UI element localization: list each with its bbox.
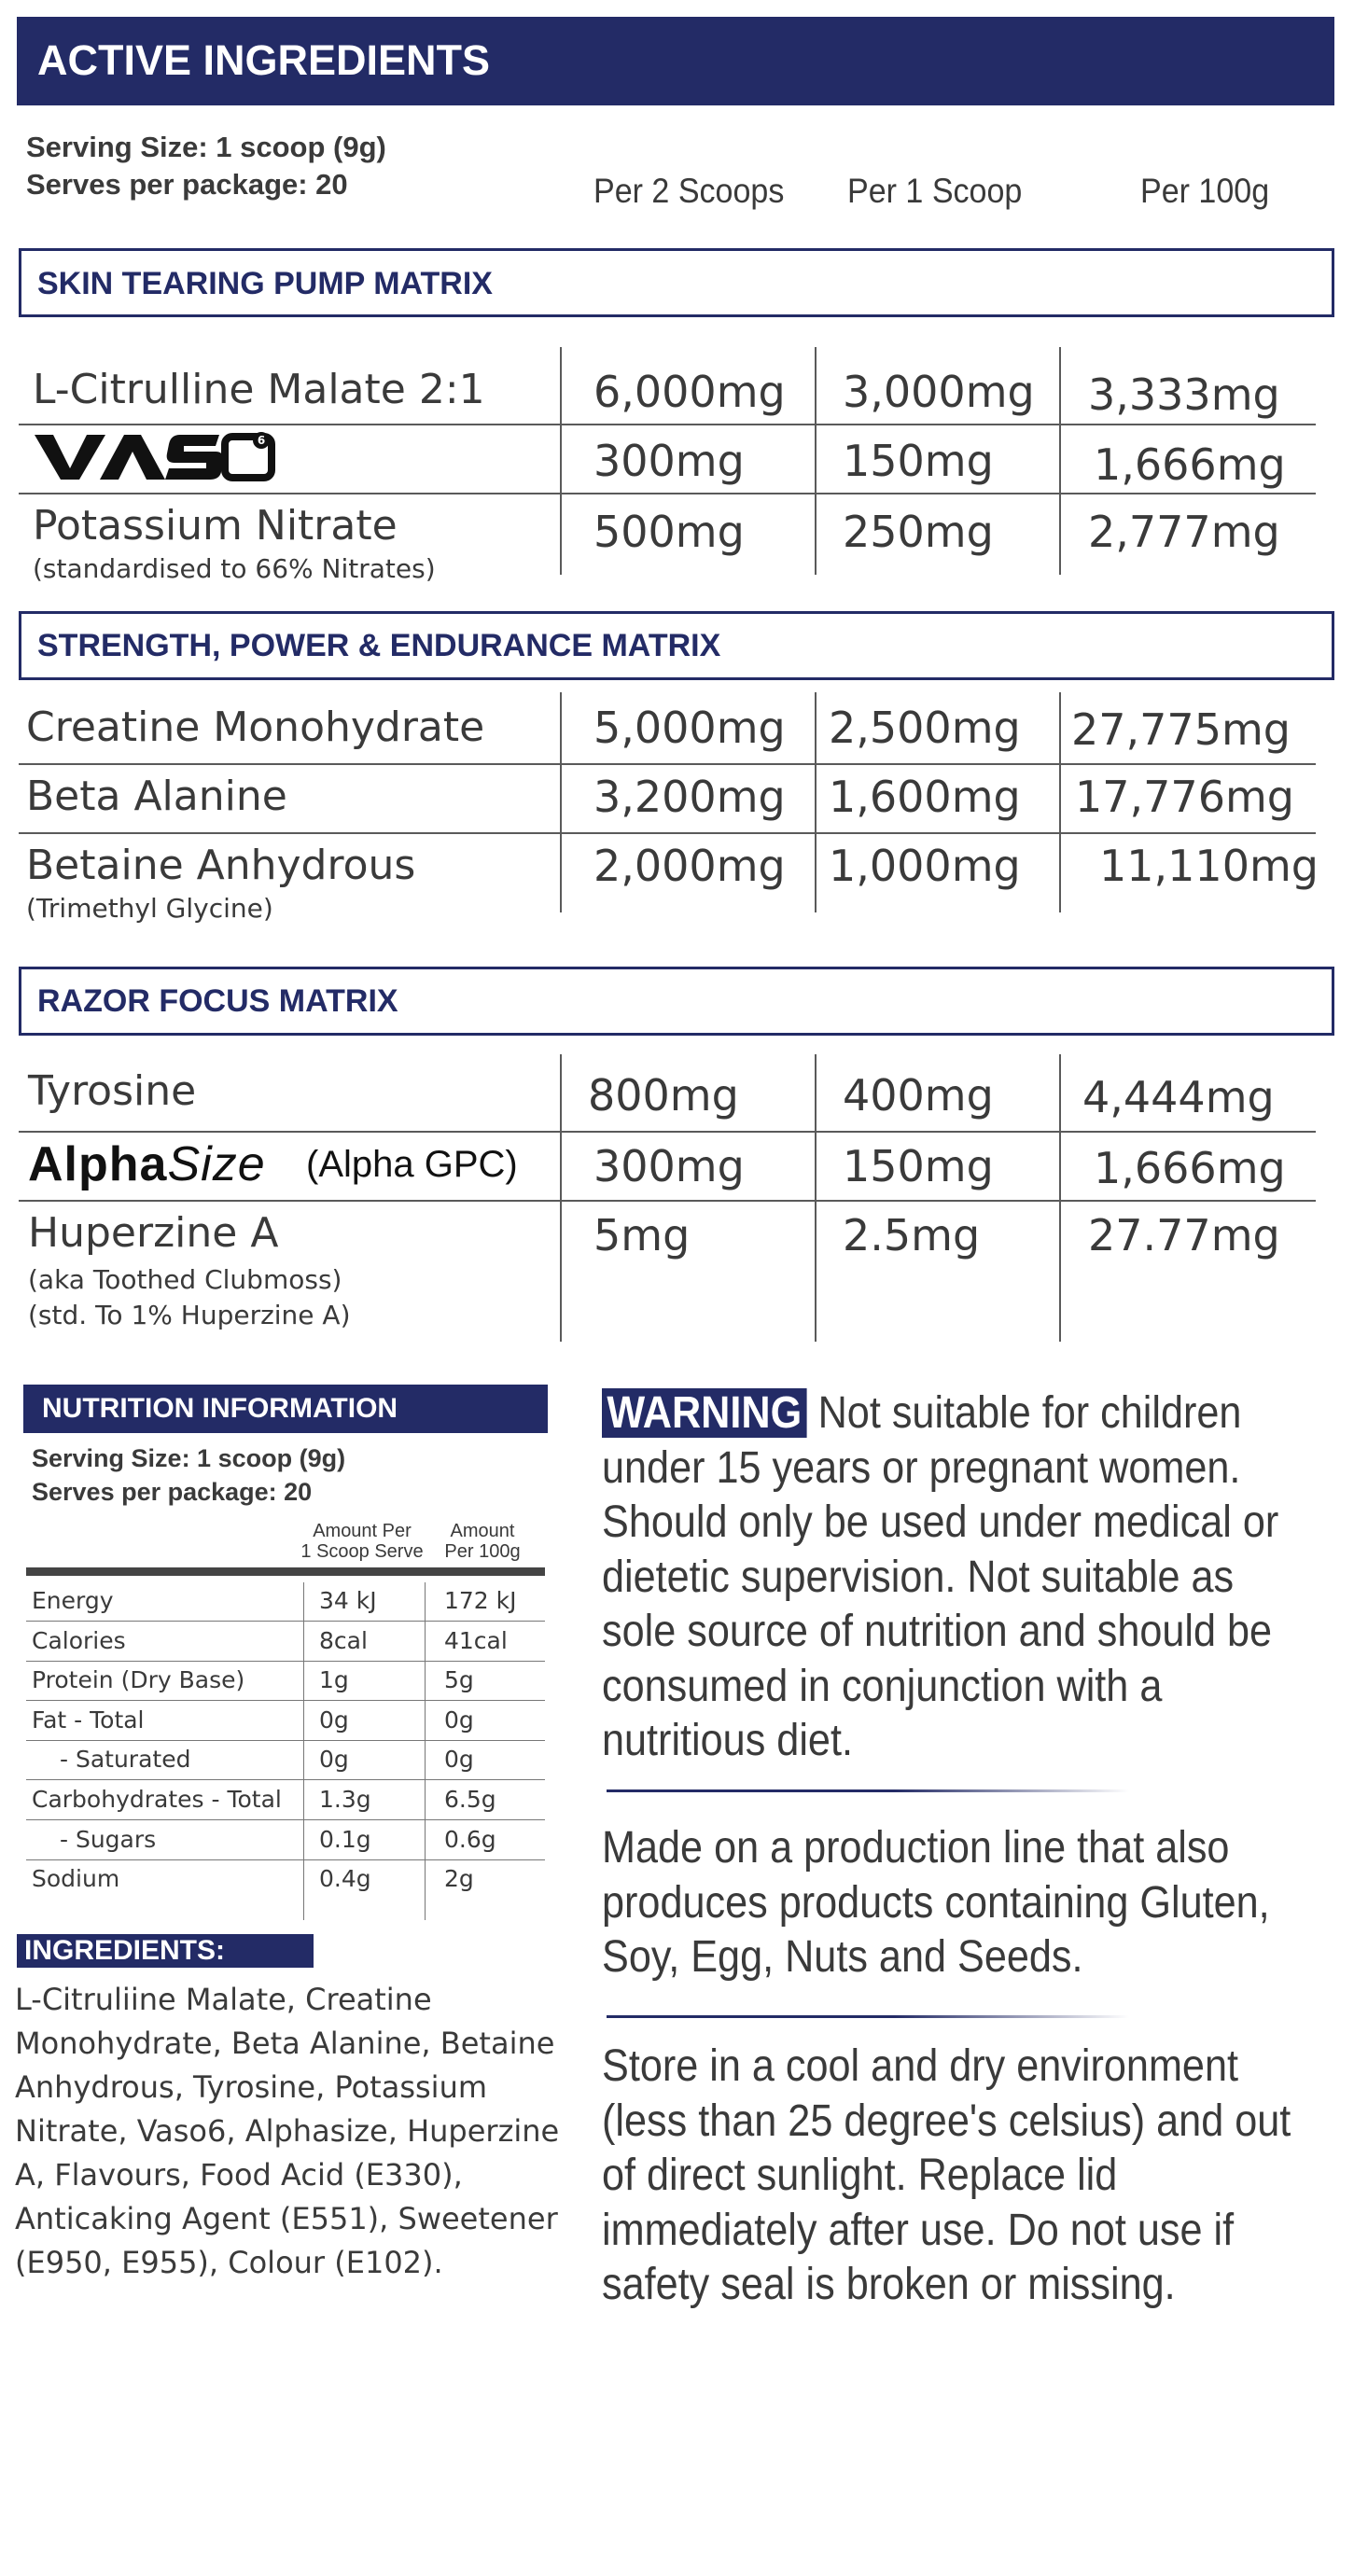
column-divider	[815, 347, 817, 575]
column-divider	[1059, 1054, 1061, 1342]
serving-size: Serving Size: 1 scoop (9g)	[26, 131, 386, 163]
nutrition-row-per-100g: 5g	[444, 1666, 474, 1694]
page-title: ACTIVE INGREDIENTS	[37, 36, 491, 84]
value-100g: 11,110mg	[1099, 841, 1319, 891]
value-1-scoop: 150mg	[843, 436, 994, 486]
value-1-scoop: 1,600mg	[829, 772, 1021, 822]
row-divider	[19, 1131, 1316, 1133]
value-2-scoops: 3,200mg	[593, 772, 786, 822]
nutrition-row-per-100g: 0.6g	[444, 1825, 496, 1853]
row-divider	[19, 763, 1316, 765]
storage-line: Store in a cool and dry environment	[602, 2041, 1238, 2091]
row-divider	[19, 424, 1316, 425]
nutrition-row-divider	[26, 1779, 545, 1780]
value-1-scoop: 250mg	[843, 507, 994, 557]
column-header-2-scoops: Per 2 Scoops	[593, 172, 785, 210]
allergen-line: Made on a production line that also	[602, 1823, 1230, 1873]
row-divider	[19, 832, 1316, 834]
value-1-scoop: 3,000mg	[843, 367, 1035, 417]
storage-line: of direct sunlight. Replace lid	[602, 2151, 1118, 2200]
nutrition-col-header-per-serve: Amount Per 1 Scoop Serve	[300, 1521, 424, 1562]
nutrition-row-per-serve: 0g	[319, 1706, 349, 1734]
value-100g: 1,666mg	[1094, 439, 1286, 490]
nutrition-row-divider	[26, 1819, 545, 1820]
nutrition-row-label: Energy	[32, 1587, 114, 1614]
value-2-scoops: 5,000mg	[593, 703, 786, 753]
nutrition-row-per-100g: 2g	[444, 1865, 474, 1893]
warning-line: dietetic supervision. Not suitable as	[602, 1552, 1235, 1602]
column-divider	[1059, 347, 1061, 575]
value-100g: 3,333mg	[1088, 369, 1280, 420]
nutrition-title: NUTRITION INFORMATION	[42, 1393, 398, 1424]
nutrition-row-per-serve: 0.1g	[319, 1825, 371, 1853]
value-100g: 2,777mg	[1088, 507, 1280, 557]
value-100g: 27.77mg	[1088, 1210, 1280, 1260]
storage-block	[602, 2040, 1339, 2313]
nutrition-row-label: Fat - Total	[32, 1706, 145, 1734]
nutrition-row-per-serve: 1.3g	[319, 1786, 371, 1813]
ingredient-note: (Trimethyl Glycine)	[26, 893, 273, 924]
nutrition-row-label: - Saturated	[60, 1746, 191, 1774]
ingredient-name: Huperzine A	[28, 1209, 279, 1257]
nutrition-row-per-100g: 0g	[444, 1706, 474, 1734]
column-divider	[560, 1054, 562, 1342]
nutrition-thick-rule	[26, 1567, 545, 1576]
column-divider	[815, 692, 817, 912]
matrix-title-strength: STRENGTH, POWER & ENDURANCE MATRIX	[37, 628, 721, 663]
ingredient-note: (std. To 1% Huperzine A)	[28, 1300, 351, 1330]
warning-badge: WARNING	[602, 1388, 807, 1438]
value-100g: 4,444mg	[1082, 1072, 1275, 1122]
row-divider	[19, 1200, 1316, 1202]
value-2-scoops: 500mg	[593, 507, 745, 557]
value-1-scoop: 400mg	[843, 1070, 994, 1121]
column-divider	[560, 347, 562, 575]
section-separator	[607, 2015, 1129, 2018]
ingredient-name: L-Citrulline Malate 2:1	[33, 366, 485, 413]
nutrition-row-per-100g: 0g	[444, 1746, 474, 1774]
value-2-scoops: 6,000mg	[593, 367, 786, 417]
section-separator	[607, 1789, 1129, 1792]
ingredient-name: Potassium Nitrate	[33, 502, 398, 550]
value-2-scoops: 300mg	[593, 436, 745, 486]
nutrition-serving-size: Serving Size: 1 scoop (9g)	[32, 1444, 346, 1472]
storage-line: (less than 25 degree's celsius) and out	[602, 2096, 1291, 2146]
nutrition-row-label: Sodium	[32, 1865, 120, 1893]
nutrition-row-divider	[26, 1859, 545, 1860]
column-divider	[815, 1054, 817, 1342]
value-1-scoop: 150mg	[843, 1141, 994, 1191]
value-2-scoops: 800mg	[588, 1070, 739, 1121]
nutrition-serves-per-package: Serves per package: 20	[32, 1478, 313, 1506]
ingredient-name: Tyrosine	[28, 1067, 197, 1115]
ingredients-title: INGREDIENTS:	[24, 1935, 226, 1966]
nutrition-row-per-serve: 1g	[319, 1666, 349, 1694]
warning-line: under 15 years or pregnant women.	[602, 1442, 1241, 1493]
nutrition-row-per-100g: 172 kJ	[444, 1587, 517, 1614]
column-divider	[560, 692, 562, 912]
value-100g: 1,666mg	[1094, 1143, 1286, 1193]
nutrition-row-divider	[26, 1700, 545, 1701]
storage-line: safety seal is broken or missing.	[602, 2260, 1176, 2309]
nutrition-row-per-100g: 6.5g	[444, 1786, 496, 1813]
value-1-scoop: 2,500mg	[829, 703, 1021, 753]
nutrition-row-per-serve: 0.4g	[319, 1865, 371, 1893]
nutrition-row-per-serve: 34 kJ	[319, 1587, 377, 1614]
nutrition-row-divider	[26, 1740, 545, 1741]
column-header-100g: Per 100g	[1140, 172, 1270, 210]
ingredient-note: (aka Toothed Clubmoss)	[28, 1264, 342, 1295]
nutrition-col-header-per-100g: Amount Per 100g	[444, 1521, 521, 1562]
matrix-title-focus: RAZOR FOCUS MATRIX	[37, 983, 398, 1019]
warning-line: consumed in conjunction with a	[602, 1661, 1163, 1711]
column-header-1-scoop: Per 1 Scoop	[847, 172, 1023, 210]
warning-first-line: WARNING Not suitable for children	[602, 1386, 1265, 1441]
ingredient-note: (standardised to 66% Nitrates)	[33, 553, 436, 584]
nutrition-row-divider	[26, 1661, 545, 1662]
value-2-scoops: 5mg	[593, 1210, 691, 1260]
matrix-title-pump: SKIN TEARING PUMP MATRIX	[37, 266, 493, 301]
nutrition-row-per-serve: 8cal	[319, 1626, 368, 1654]
ingredients-list: L-Citruliine Malate, Creatine Monohydrate, Beta Alanine, Betaine Anhydrous, Tyrosine, Potassium Nitrate, Vaso6, Alphasize, Huperzine A, Flavours, Food Acid (E330), Anticaking Agent (E551), Sweetener (E950, E955), Colour (E102).	[15, 1982, 560, 2280]
warning-block	[602, 1386, 1339, 1769]
ingredient-name: Beta Alanine	[26, 773, 287, 820]
warning-line: Should only be used under medical or	[602, 1497, 1279, 1547]
svg-text:6: 6	[257, 434, 266, 447]
serves-per-package: Serves per package: 20	[26, 168, 348, 201]
value-2-scoops: 300mg	[593, 1141, 745, 1191]
nutrition-row-per-100g: 41cal	[444, 1626, 508, 1654]
value-100g: 27,775mg	[1071, 704, 1291, 755]
storage-line: immediately after use. Do not use if	[602, 2205, 1235, 2255]
nutrition-column-divider	[425, 1582, 426, 1920]
warning-line: sole source of nutrition and should be	[602, 1607, 1273, 1656]
nutrition-row-per-serve: 0g	[319, 1746, 349, 1774]
column-divider	[1059, 692, 1061, 912]
vaso6-logo	[33, 431, 275, 482]
nutrition-row-label: - Sugars	[60, 1825, 157, 1853]
nutrition-row-divider	[26, 1621, 545, 1622]
allergen-line: produces products containing Gluten,	[602, 1877, 1270, 1928]
nutrition-column-divider	[303, 1582, 304, 1920]
allergen-line: Soy, Egg, Nuts and Seeds.	[602, 1932, 1083, 1982]
warning-line: nutritious diet.	[602, 1716, 853, 1765]
nutrition-row-label: Protein (Dry Base)	[32, 1666, 245, 1694]
nutrition-row-label: Carbohydrates - Total	[32, 1786, 282, 1813]
value-1-scoop: 2.5mg	[843, 1210, 981, 1260]
nutrition-row-label: Calories	[32, 1626, 126, 1654]
value-1-scoop: 1,000mg	[829, 841, 1021, 891]
row-divider	[19, 493, 1316, 494]
ingredient-name: (Alpha GPC)	[306, 1144, 518, 1185]
ingredient-name: Betaine Anhydrous	[26, 842, 416, 889]
allergen-block	[602, 1821, 1339, 1985]
alphasize-logo: AlphaSize	[28, 1137, 266, 1191]
value-100g: 17,776mg	[1075, 772, 1294, 822]
value-2-scoops: 2,000mg	[593, 841, 786, 891]
ingredient-name: Creatine Monohydrate	[26, 703, 485, 751]
